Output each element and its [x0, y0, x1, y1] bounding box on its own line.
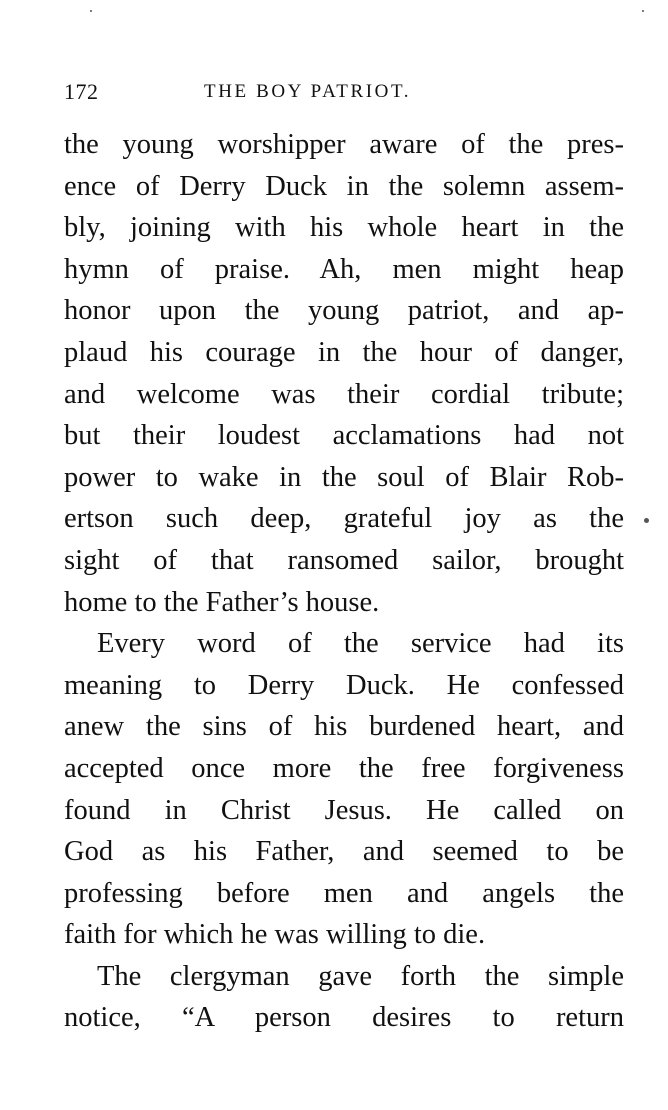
text-line: the young worshipper aware of the pres- [64, 129, 624, 160]
text-line: power to wake in the soul of Blair Rob- [64, 461, 624, 493]
text-line: but their loudest acclamations had not [64, 420, 624, 452]
text-line: plaud his courage in the hour of danger, [64, 336, 624, 368]
paper-speck [644, 518, 649, 523]
text-line: God as his Father, and seemed to be [64, 836, 624, 868]
page-header [64, 76, 624, 108]
paper-speck [90, 10, 92, 12]
text-line: professing before men and angels the [64, 877, 624, 909]
text-line: meaning to Derry Duck. He confessed [64, 669, 624, 701]
text-line: ence of Derry Duck in the solemn assem- [64, 170, 624, 202]
text-line: accepted once more the free forgiveness [64, 752, 624, 784]
text-line: honor upon the young patriot, and ap- [64, 295, 624, 327]
text-line: bly, joining with his whole heart in the [64, 212, 624, 244]
paper-speck [642, 10, 644, 12]
text-line: faith for which he was willing to die. [64, 919, 486, 951]
text-line: home to the Father’s house. [64, 586, 380, 618]
page-number: 172 [64, 79, 99, 104]
text-line: Every word of the service had its [97, 628, 624, 660]
body-text [64, 124, 624, 1039]
text-line: and welcome was their cordial tribute; [64, 378, 624, 410]
text-line: found in Christ Jesus. He called on [64, 794, 624, 826]
text-line: anew the sins of his burdened heart, and [64, 711, 624, 743]
text-line: The clergyman gave forth the simple [97, 960, 624, 992]
text-line: ertson such deep, grateful joy as the [64, 503, 624, 535]
running-title: THE BOY PATRIOT. [204, 81, 412, 102]
text-line: hymn of praise. Ah, men might heap [64, 253, 624, 285]
text-line: notice, “A person desires to return [64, 1002, 624, 1034]
text-line: sight of that ransomed sailor, brought [64, 544, 624, 576]
